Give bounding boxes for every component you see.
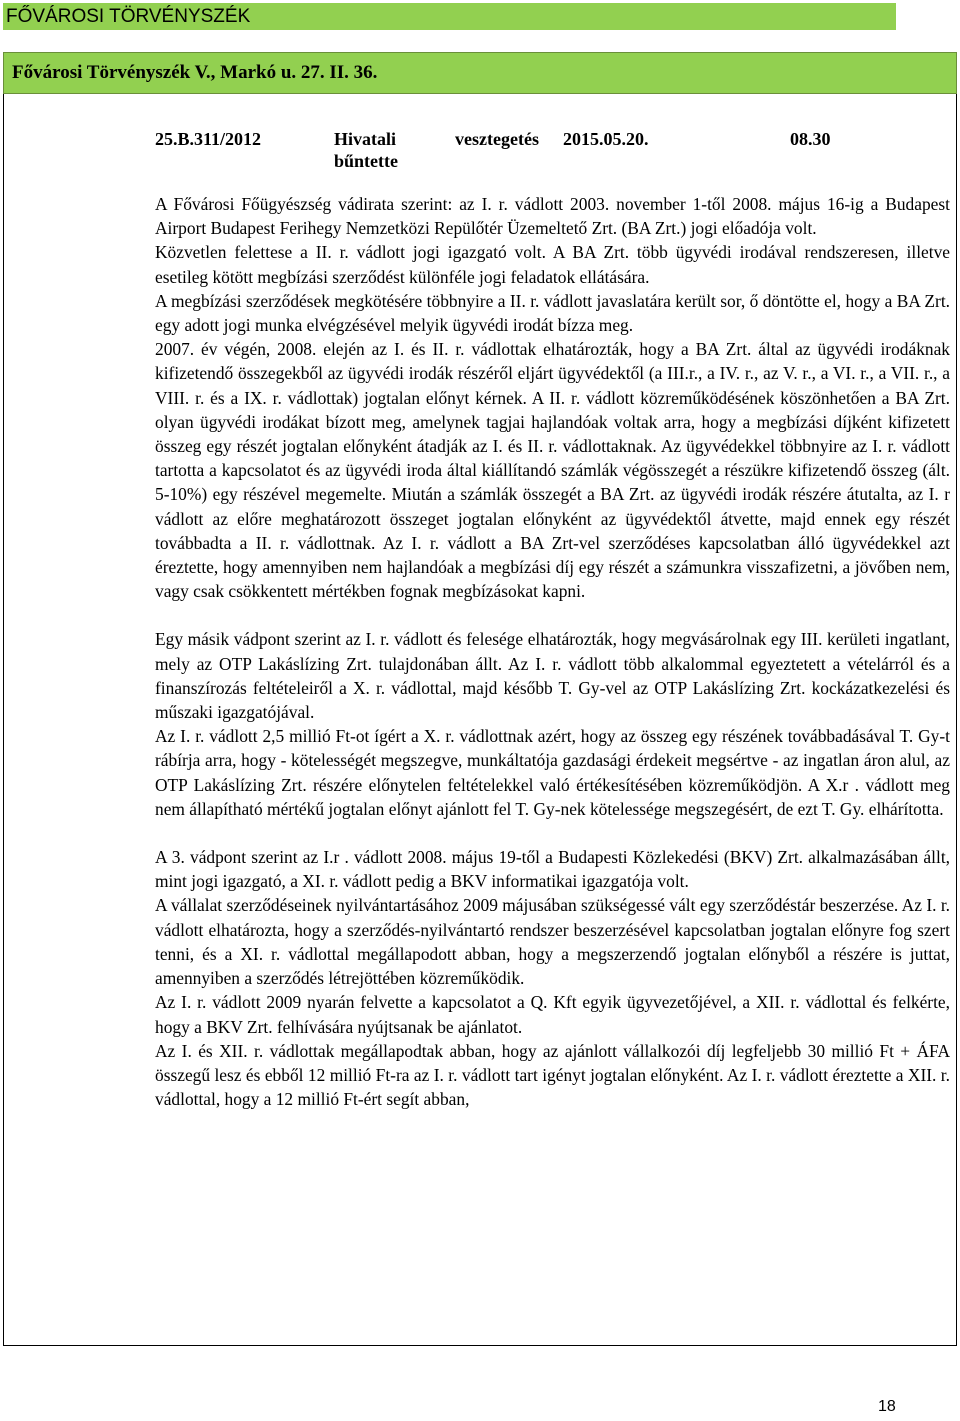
court-address-bar: Fővárosi Törvényszék V., Markó u. 27. II. 36.: [3, 52, 957, 94]
paragraph: A 3. vádpont szerint az I.r . vádlott 2008. május 19-től a Budapesti Közlekedési (BKV) Zrt. alkalmazásában állt, mint jogi igazgató, a XI. r. vádlott pedig a BKV informatikai igazgatója volt.: [155, 847, 950, 892]
paragraph: Az I. r. vádlott 2,5 millió Ft-ot ígért a X. r. vádlottnak azért, hogy az összeg egy részének továbbadásával T. Gy-t rábírja arra, hogy - kötelességét megszegve, munkáltatója gazdasági érdekeit megsértve - az ingatlan áron alul, az OTP Lakáslízing Zrt. részére előnytelen feltételekkel való értékesítésében közreműködjön. A X.r . vádlott meg nem állapítható mértékű jogtalan előnyt ajánlott fel T. Gy-nek kötelessége megszegésért, de ezt T. Gy. elhárította.: [155, 726, 950, 819]
page-number: 18: [878, 1398, 896, 1415]
paragraph: Az I. r. vádlott 2009 nyarán felvette a kapcsolatot a Q. Kft egyik ügyvezetőjével, a XII. r. vádlottal és felkérte, hogy a BKV Zrt. felhívására nyújtsanak be ajánlatot.: [155, 992, 950, 1037]
paragraph: Az I. és XII. r. vádlottak megállapodtak abban, hogy az ajánlott vállalkozói díj legfeljebb 30 millió Ft + ÁFA összegű lesz és ebből 12 millió Ft-ra az I. r. vádlott tart igényt jogtalan előnyként. Az I. r. vádlott éreztette a XII. r. vádlottal, hogy a 12 millió Ft-ért segít abban,: [155, 1040, 950, 1110]
crime-type-line1: Hivatali: [334, 129, 396, 149]
hearing-date: 2015.05.20.: [563, 129, 649, 149]
paragraph: A megbízási szerződések megkötésére többnyire a II. r. vádlott javaslatára került sor, ő döntötte el, hogy a BA Zrt. egy adott jogi munka elvégzésével melyik ügyvédi irodát bízza meg.: [155, 290, 950, 336]
case-number: 25.B.311/2012: [155, 129, 262, 149]
paragraph: Közvetlen felettese a II. r. vádlott jogi igazgató volt. A BA Zrt. több ügyvédi irodával rendszeresen, illetve esetileg kötött megbízási szerződést különféle jogi feladatok ellátására.: [155, 242, 950, 287]
page-header: FŐVÁROSI TÖRVÉNYSZÉK: [3, 3, 896, 30]
paragraph: A vállalat szerződéseinek nyilvántartásához 2009 májusában szükségessé vált egy szerződéstár beszerzése. Az I. r. vádlott elhatározta, hogy a szerződés-nyilvántartó rendszer beszerzésével kapcsolatban jogtalan előnyre fog szert tenni, és a XI. r. vádlottal megállapodott abban, hogy a megszerzendő jogtalan előnyből a részére is juttat, amennyiben a szerződés létrejöttében közreműködik.: [155, 895, 950, 989]
paragraph: A Fővárosi Főügyészség vádirata szerint: az I. r. vádlott 2003. november 1-től 2008. május 16-ig a Budapest Airport Budapest Ferihegy Nemzetközi Repülőtér Üzemeltető Zrt. (BA Zrt.) jogi előadója volt.: [155, 194, 950, 239]
paragraph: Egy másik vádpont szerint az I. r. vádlott és felesége elhatározták, hogy megvásárolnak egy III. kerületi ingatlant, mely az OTP Lakáslízing Zrt. tulajdonában állt. Az I. r. vádlott több alkalommal egyeztetett a vételárról és a finanszírozás feltételeiről a X. r. vádlottal, majd később T. Gy-vel az OTP Lakáslízing Zrt. kockázatkezelési és műszaki igazgatójával.: [155, 629, 950, 723]
crime-type-line2: bűntette: [334, 151, 398, 171]
paragraph: 2007. év végén, 2008. elején az I. és II. r. vádlottak elhatározták, hogy a BA Zrt. által az ügyvédi irodáknak kifizetendő összegekből az ügyvédi irodák részéről eljárt ügyvédektől (a III.r., a IV. r., az V. r., a VI. r., a VII. r., a VIII. r. és a IX. r. vádlottak) jogtalan előnyt kérnek. A II. r. vádlott közreműködésének köszönhetően a BA Zrt. olyan ügyvédi irodákat bízott meg, amelynek tagjai hajlandóak voltak arra, hogy a megbízási díjként kifizetett összeg egy részét jogtalan előnyként átadják az I. és II. r. vádlottaknak. Az ügyvédekkel többnyire az I. r. vádlott tartotta a kapcsolatot és az ügyvédi iroda által kiállítandó számlák végösszegét a részükre kifizetendő összeg (ált. 5-10%) egy részével megemelte. Miután a számlák összegét a BA Zrt. az ügyvédi irodák részére átutalta, az I. r vádlott az előre meghatározott összeget jogtalan előnyként az ügyvédektől átvette, majd ennek egy részét továbbadta a II. r. vádlottnak. Az I. r. vádlott a BA Zrt-vel szerződéses kapcsolatban álló ügyvédekkel azt éreztette, hogy amennyiben nem hajlandóak a megbízási díj egy részét a számunkra visszafizetni, a jövőben nem, vagy csak csökkentett mértékben fognak megbízásokat kapni.: [155, 339, 950, 602]
case-description: [155, 192, 950, 1111]
crime-type-line1-right: vesztegetés: [455, 129, 539, 149]
hearing-time: 08.30: [790, 129, 831, 149]
